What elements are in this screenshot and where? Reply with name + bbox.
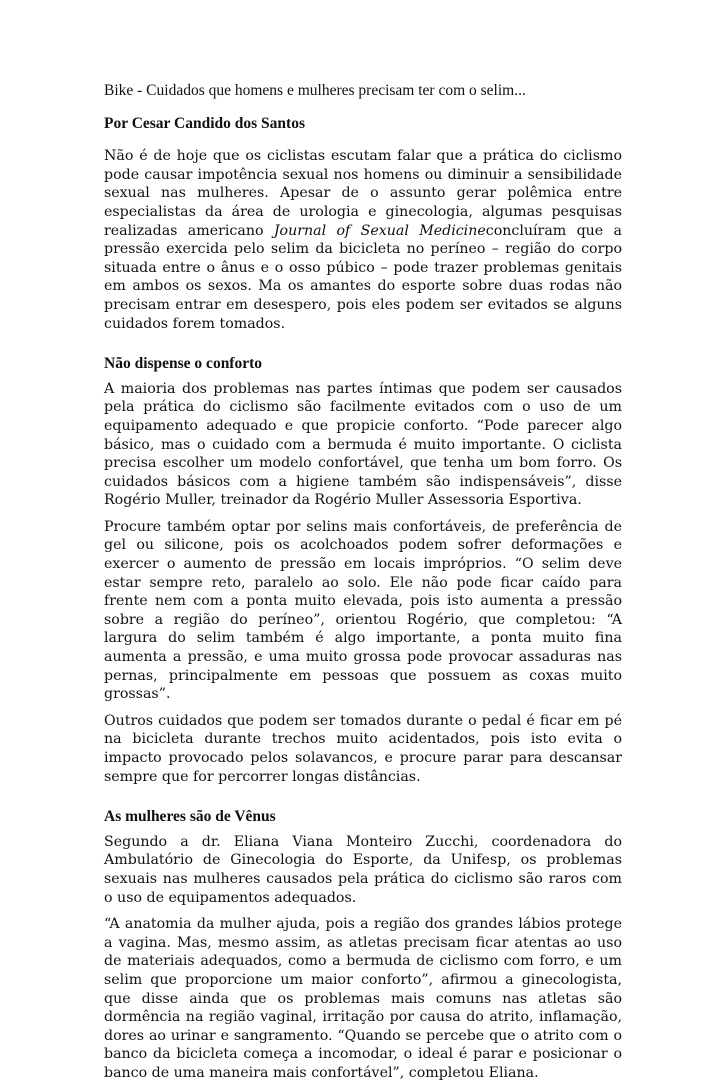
section-heading-mulheres: As mulheres são de Vênus — [104, 808, 276, 826]
conforto-paragraph-3: Outros cuidados que podem ser tomados durante o pedal é ficar em pé na bicicleta durante trechos muito acidentados, pois isto evita o impacto provocado pelos solavancos, e procure parar para descansar sempre que for percorrer longas distâncias. — [104, 712, 622, 785]
intro-paragraph — [104, 147, 622, 333]
conforto-paragraph-2: Procure também optar por selins mais confortáveis, de preferência de gel ou silicone, pois os acolchoados podem sofrer deformações e exercer o aumento de pressão em locais impróprios. “O selim deve estar sempre reto, paralelo ao solo. Ele não pode ficar caído para frente nem com a ponta muito elevada, pois isto aumenta a pressão sobre a região do períneo”, orientou Rogério, que completou: “A largura do selim também é algo importante, a ponta muito fina aumenta a pressão, e uma muito grossa pode provocar assaduras nas pernas, principalmente em pessoas que possuem as coxas muito grossas”. — [104, 518, 622, 703]
mulheres-paragraph-2: “A anatomia da mulher ajuda, pois a região dos grandes lábios protege a vagina. Mas, mesmo assim, as atletas precisam ficar atentas ao uso de materiais adequados, como a bermuda de ciclismo com forro, e um selim que proporcione um maior conforto”, afirmou a ginecologista, que disse ainda que os problemas mais comuns nas atletas são dormência na região vaginal, irritação por causa do atrito, inflamação, dores ao urinar e sangramento. “Quando se percebe que o atrito com o banco da bicicleta começa a incomodar, o ideal é parar e posicionar o banco de uma maneira mais confortável”, completou Eliana. — [104, 916, 622, 1081]
document-title: Bike - Cuidados que homens e mulheres precisam ter com o selim... — [104, 82, 526, 99]
intro-text-part1: Não é de hoje que os ciclistas escutam falar que a prática do ciclismo pode causar impotência sexual nos homens ou diminuir a sensibilidade sexual nas mulheres. Apesar de o assunto gerar polêmica entre especialistas da área de urologia e ginecologia, algumas pesquisas realizadas americano — [104, 148, 622, 239]
document-page — [104, 82, 622, 1091]
conforto-paragraph-1: A maioria dos problemas nas partes íntimas que podem ser causados pela prática do ciclismo são facilmente evitados com o uso de um equipamento adequado e que propicie conforto. “Pode parecer algo básico, mas o cuidado com a bermuda é muito importante. O ciclista precisa escolher um modelo confortável, que tenha um bom forro. Os cuidados básicos com a higiene também são indispensáveis”, disse Rogério Muller, treinador da Rogério Muller Assessoria Esportiva. — [104, 380, 622, 509]
author-byline: Por Cesar Candido dos Santos — [104, 114, 305, 132]
intro-text-part2: concluíram que a pressão exercida pelo selim da bicicleta no períneo – região do corpo situada entre o ânus e o osso púbico – pode trazer problemas genitais em ambos os sexos. Ma os amantes do esporte sobre duas rodas não precisam entrar em desespero, pois eles podem ser evitados se alguns cuidados forem tomados. — [104, 222, 622, 332]
section-heading-conforto: Não dispense o conforto — [104, 355, 263, 373]
mulheres-paragraph-1: Segundo a dr. Eliana Viana Monteiro Zucchi, coordenadora do Ambulatório de Ginecologia do Esporte, da Unifesp, os problemas sexuais nas mulheres causados pela prática do ciclismo são raros com o uso de equipamentos adequados. — [104, 833, 622, 906]
journal-name: Journal of Sexual Medicine — [273, 222, 486, 239]
